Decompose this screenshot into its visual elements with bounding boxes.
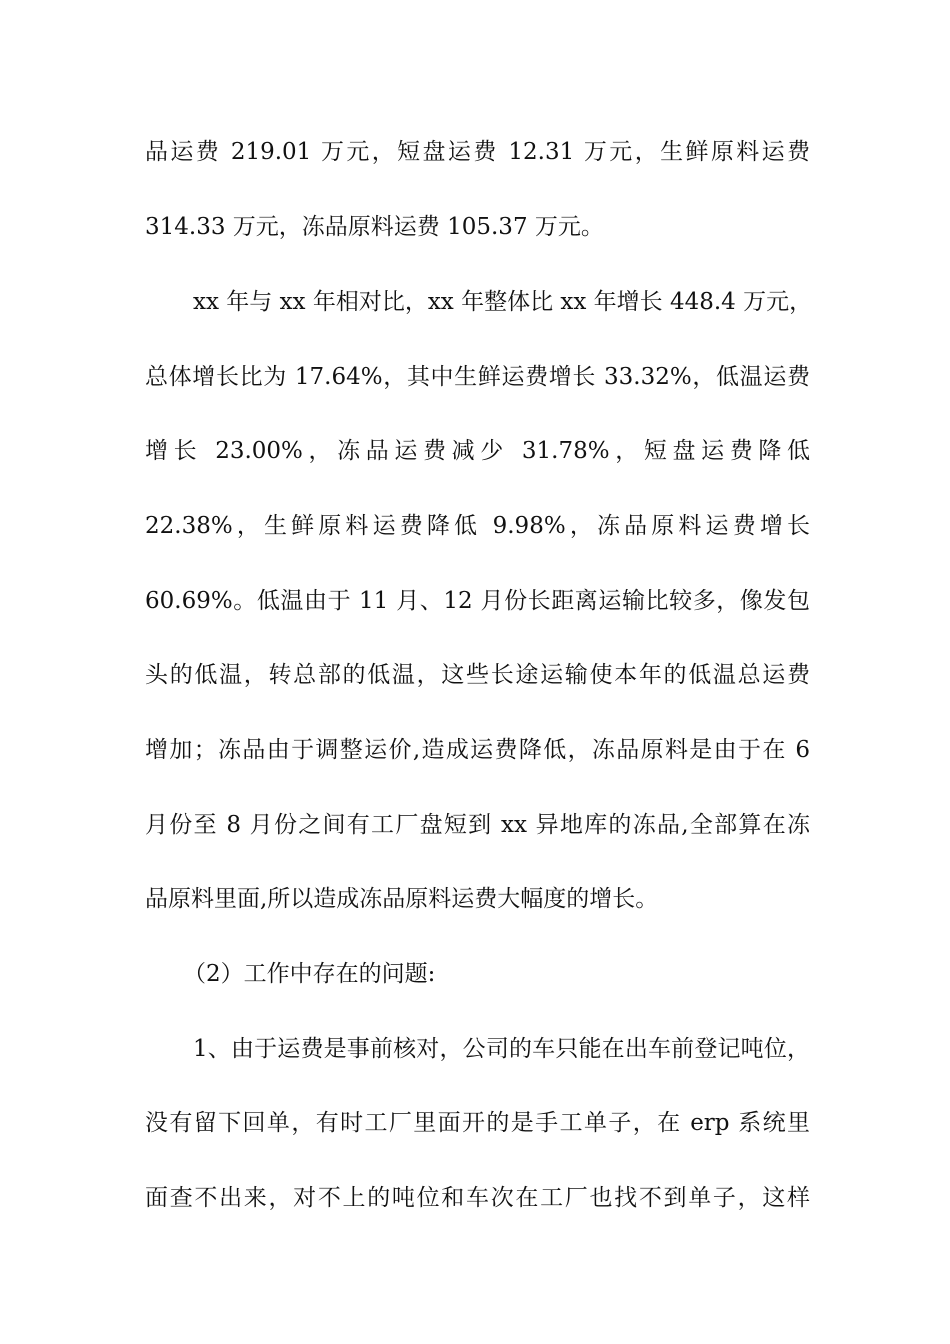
text-line-13: 1、由于运费是事前核对，公司的车只能在出车前登记吨位， (193, 1036, 810, 1062)
text-line-3: xx 年与 xx 年相对比，xx 年整体比 xx 年增长 448.4 万元， (193, 289, 813, 315)
text-line-11: 品原料里面,所以造成冻品原料运费大幅度的增长。 (145, 886, 659, 912)
text-line-5: 增长 23.00%，冻品运费减少 31.78%，短盘运费降低 (145, 438, 810, 464)
text-line-6: 22.38%，生鲜原料运费降低 9.98%，冻品原料运费增长 (145, 513, 810, 539)
text-line-7: 60.69%。低温由于 11 月、12 月份长距离运输比较多，像发包 (145, 588, 810, 614)
section-heading: （2）工作中存在的问题: (183, 961, 436, 987)
text-line-1: 品运费 219.01 万元，短盘运费 12.31 万元，生鲜原料运费 (145, 139, 810, 165)
text-line-2: 314.33 万元，冻品原料运费 105.37 万元。 (145, 214, 604, 240)
text-line-15: 面查不出来，对不上的吨位和车次在工厂也找不到单子，这样 (145, 1185, 810, 1211)
text-line-9: 增加；冻品由于调整运价,造成运费降低，冻品原料是由于在 6 (145, 737, 810, 763)
text-line-8: 头的低温，转总部的低温，这些长途运输使本年的低温总运费 (145, 662, 810, 688)
text-line-10: 月份至 8 月份之间有工厂盘短到 xx 异地库的冻品,全部算在冻 (145, 812, 810, 838)
text-line-4: 总体增长比为 17.64%，其中生鲜运费增长 33.32%，低温运费 (145, 364, 810, 390)
text-line-14: 没有留下回单，有时工厂里面开的是手工单子，在 erp 系统里 (145, 1110, 810, 1136)
